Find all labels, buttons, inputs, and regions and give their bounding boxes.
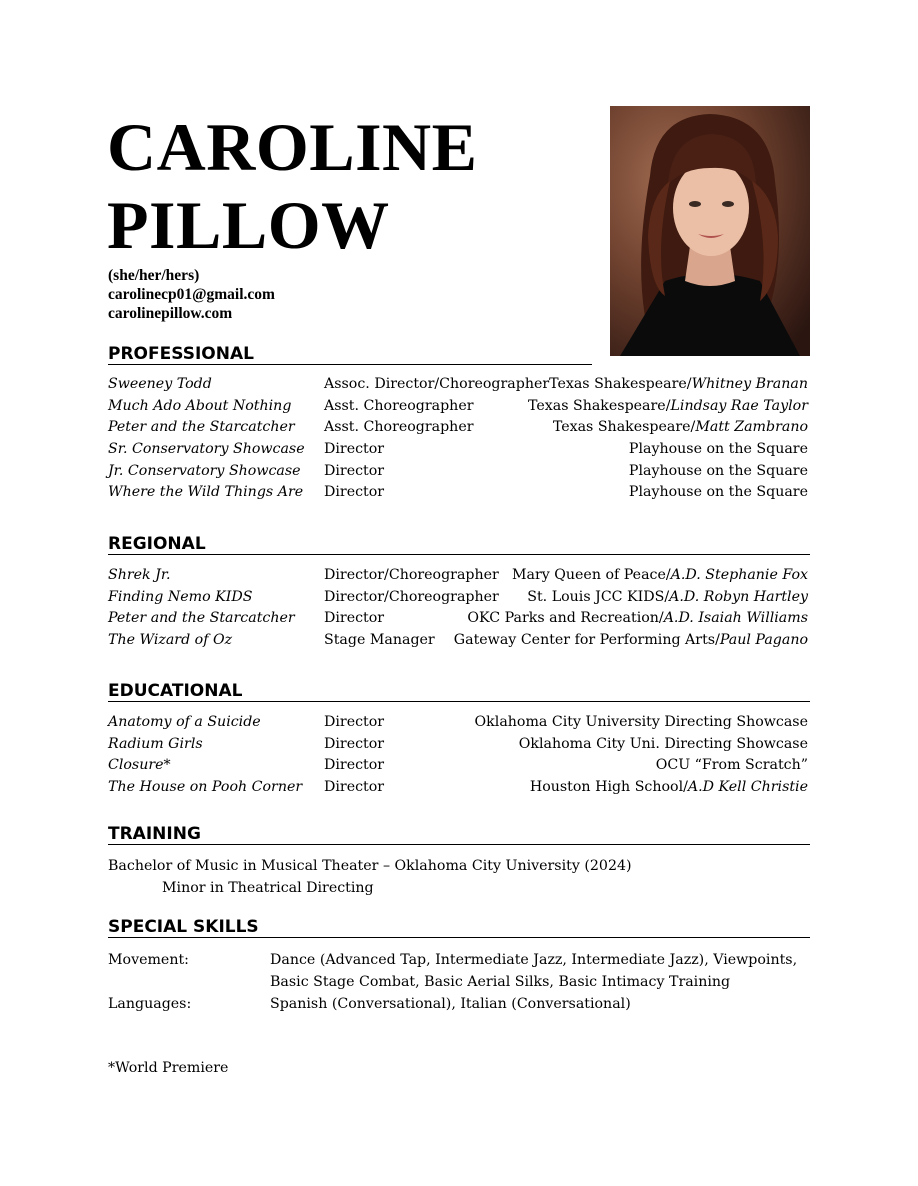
skill-label: Languages: (108, 996, 192, 1012)
degree: Bachelor of Music in Musical Theater – Oklahoma City University (2024) (108, 858, 632, 874)
table-row: Sweeney Todd Assoc. Director/Choreographer Texas Shakespeare/Whitney Branan (108, 376, 808, 392)
table-row: Anatomy of a Suicide Director Oklahoma City University Directing Showcase (108, 714, 808, 730)
section-professional-heading: PROFESSIONAL (108, 344, 592, 365)
headshot-photo (610, 106, 810, 356)
table-row: Sr. Conservatory Showcase Director Playhouse on the Square (108, 441, 808, 458)
section-educational-heading: EDUCATIONAL (108, 681, 810, 702)
professional-list (108, 374, 808, 504)
resume-name (107, 108, 478, 264)
contact-block (108, 266, 275, 323)
website-link[interactable]: carolinepillow.com (108, 305, 233, 322)
skills-block (108, 949, 808, 1015)
last-name: PILLOW (107, 187, 390, 263)
table-row: The House on Pooh Corner Director Houston High School/A.D Kell Christie (108, 779, 808, 796)
table-row: Closure* Director OCU “From Scratch” (108, 757, 808, 774)
email-link[interactable]: carolinecp01@gmail.com (108, 286, 275, 303)
skill-label: Movement: (108, 952, 189, 968)
training-block (108, 855, 632, 899)
minor: Minor in Theatrical Directing (162, 880, 374, 896)
skill-value: Spanish (Conversational), Italian (Conversational) (270, 996, 631, 1012)
table-row: Much Ado About Nothing Asst. Choreographer Texas Shakespeare/Lindsay Rae Taylor (108, 397, 808, 414)
table-row: Finding Nemo KIDS Director/Choreographer St. Louis JCC KIDS/A.D. Robyn Hartley (108, 588, 808, 605)
footnote: *World Premiere (108, 1060, 229, 1076)
table-row: Where the Wild Things Are Director Playhouse on the Square (108, 484, 808, 501)
skill-value: Basic Stage Combat, Basic Aerial Silks, Basic Intimacy Training (270, 974, 731, 990)
skill-movement (108, 949, 808, 993)
first-name: CAROLINE (107, 109, 478, 185)
educational-list (108, 712, 808, 799)
section-training-heading: TRAINING (108, 824, 810, 845)
skill-languages (108, 993, 808, 1015)
skill-value: Dance (Advanced Tap, Intermediate Jazz, Intermediate Jazz), Viewpoints, (270, 952, 798, 968)
section-regional-heading: REGIONAL (108, 534, 810, 555)
table-row: Radium Girls Director Oklahoma City Uni. Directing Showcase (108, 735, 808, 752)
table-row: Shrek Jr. Director/Choreographer Mary Queen of Peace/A.D. Stephanie Fox (108, 567, 808, 583)
table-row: Peter and the Starcatcher Asst. Choreographer Texas Shakespeare/Matt Zambrano (108, 419, 808, 436)
table-row: Jr. Conservatory Showcase Director Playhouse on the Square (108, 462, 808, 479)
section-skills-heading: SPECIAL SKILLS (108, 917, 810, 938)
table-row: The Wizard of Oz Stage Manager Gateway Center for Performing Arts/Paul Pagano (108, 632, 808, 649)
pronouns: (she/her/hers) (108, 267, 200, 284)
table-row: Peter and the Starcatcher Director OKC Parks and Recreation/A.D. Isaiah Williams (108, 610, 808, 627)
regional-list (108, 565, 808, 652)
